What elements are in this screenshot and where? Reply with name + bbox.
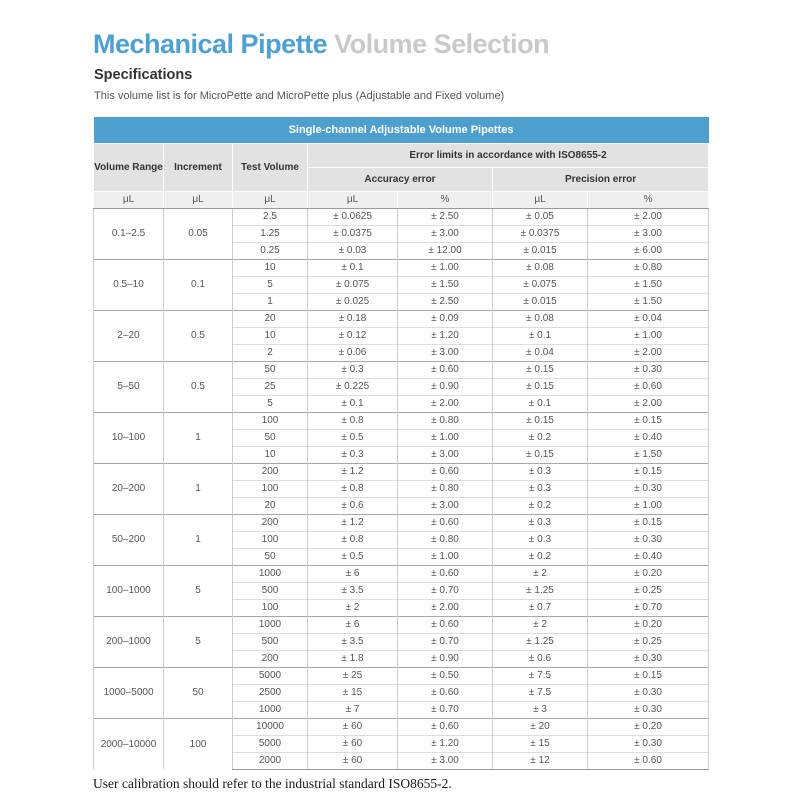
accuracy-pct-cell: ± 0.60 [398,616,493,633]
accuracy-ul-cell: ± 0.1 [308,259,398,276]
increment-cell: 0.05 [164,208,233,259]
increment-cell: 0.1 [164,259,233,310]
accuracy-pct-cell: ± 3.00 [398,225,493,242]
table-row [94,208,709,225]
precision-ul-cell: ± 0.15 [493,378,588,395]
accuracy-ul-cell: ± 0.03 [308,242,398,259]
accuracy-pct-cell: ± 1.00 [398,259,493,276]
accuracy-pct-cell: ± 2.50 [398,208,493,225]
precision-ul-cell: ± 3 [493,701,588,718]
section-title: Specifications [94,67,193,84]
test-volume-cell: 200 [233,514,308,531]
precision-ul-cell: ± 12 [493,752,588,769]
accuracy-pct-cell: ± 0.70 [398,701,493,718]
test-volume-cell: 25 [233,378,308,395]
test-volume-cell: 1.25 [233,225,308,242]
accuracy-pct-cell: ± 1.50 [398,276,493,293]
accuracy-ul-cell: ± 60 [308,752,398,769]
accuracy-pct-cell: ± 1.20 [398,327,493,344]
precision-ul-cell: ± 0.3 [493,531,588,548]
accuracy-pct-cell: ± 2.00 [398,599,493,616]
accuracy-ul-cell: ± 7 [308,701,398,718]
test-volume-cell: 100 [233,480,308,497]
test-volume-cell: 100 [233,531,308,548]
volume-range-cell: 2000–10000 [94,718,164,769]
accuracy-ul-cell: ± 0.8 [308,412,398,429]
table-row [94,565,709,582]
header-increment: Increment [164,143,233,191]
test-volume-cell: 20 [233,497,308,514]
volume-range-cell: 1000–5000 [94,667,164,718]
precision-pct-cell: ± 0.25 [588,582,709,599]
accuracy-pct-cell: ± 0.09 [398,310,493,327]
table-header [94,117,709,208]
unit-cell: μL [94,191,164,208]
precision-ul-cell: ± 0.3 [493,480,588,497]
precision-ul-cell: ± 20 [493,718,588,735]
precision-pct-cell: ± 0.40 [588,548,709,565]
units-row [94,191,709,208]
spec-table [93,117,709,770]
volume-range-cell: 20–200 [94,463,164,514]
precision-pct-cell: ± 0.70 [588,599,709,616]
precision-ul-cell: ± 7.5 [493,684,588,701]
header-volume-range: Volume Range [94,143,164,191]
test-volume-cell: 5 [233,276,308,293]
accuracy-ul-cell: ± 1.8 [308,650,398,667]
precision-pct-cell: ± 2.00 [588,344,709,361]
precision-pct-cell: ± 0.30 [588,531,709,548]
table-row [94,463,709,480]
precision-ul-cell: ± 0.015 [493,293,588,310]
increment-cell: 1 [164,463,233,514]
precision-ul-cell: ± 0.1 [493,395,588,412]
precision-pct-cell: ± 0.25 [588,633,709,650]
test-volume-cell: 100 [233,599,308,616]
accuracy-ul-cell: ± 0.5 [308,429,398,446]
accuracy-pct-cell: ± 1.20 [398,735,493,752]
accuracy-pct-cell: ± 0.70 [398,582,493,599]
accuracy-pct-cell: ± 0.90 [398,650,493,667]
precision-pct-cell: ± 1.00 [588,327,709,344]
precision-pct-cell: ± 1.50 [588,446,709,463]
accuracy-pct-cell: ± 1.00 [398,548,493,565]
precision-pct-cell: ± 1.00 [588,497,709,514]
precision-pct-cell: ± 0.80 [588,259,709,276]
precision-pct-cell: ± 1.50 [588,276,709,293]
test-volume-cell: 1 [233,293,308,310]
accuracy-pct-cell: ± 12.00 [398,242,493,259]
precision-pct-cell: ± 3.00 [588,225,709,242]
accuracy-pct-cell: ± 0.60 [398,514,493,531]
test-volume-cell: 10 [233,327,308,344]
increment-cell: 5 [164,616,233,667]
test-volume-cell: 10 [233,259,308,276]
test-volume-cell: 50 [233,361,308,378]
page-title-secondary: Volume Selection [334,29,550,59]
table-row [94,310,709,327]
precision-ul-cell: ± 0.2 [493,497,588,514]
test-volume-cell: 1000 [233,701,308,718]
accuracy-ul-cell: ± 6 [308,616,398,633]
increment-cell: 100 [164,718,233,769]
table-row [94,361,709,378]
accuracy-ul-cell: ± 2 [308,599,398,616]
accuracy-ul-cell: ± 0.6 [308,497,398,514]
test-volume-cell: 2.5 [233,208,308,225]
accuracy-pct-cell: ± 3.00 [398,752,493,769]
precision-ul-cell: ± 0.015 [493,242,588,259]
table-row [94,718,709,735]
precision-ul-cell: ± 0.15 [493,412,588,429]
increment-cell: 1 [164,412,233,463]
precision-ul-cell: ± 0.04 [493,344,588,361]
test-volume-cell: 10 [233,446,308,463]
test-volume-cell: 1000 [233,616,308,633]
accuracy-ul-cell: ± 60 [308,735,398,752]
accuracy-ul-cell: ± 0.0375 [308,225,398,242]
table-row [94,616,709,633]
increment-cell: 5 [164,565,233,616]
page-title-primary: Mechanical Pipette [93,29,328,59]
footer-note: User calibration should refer to the industrial standard ISO8655-2. [93,775,452,791]
precision-pct-cell: ± 2.00 [588,208,709,225]
precision-pct-cell: ± 0.40 [588,429,709,446]
header-accuracy-error: Accuracy error [308,167,493,191]
test-volume-cell: 2 [233,344,308,361]
precision-ul-cell: ± 2 [493,616,588,633]
increment-cell: 50 [164,667,233,718]
precision-pct-cell: ± 0.60 [588,752,709,769]
volume-range-cell: 200–1000 [94,616,164,667]
accuracy-pct-cell: ± 3.00 [398,344,493,361]
accuracy-ul-cell: ± 0.1 [308,395,398,412]
precision-pct-cell: ± 0.30 [588,361,709,378]
precision-pct-cell: ± 0.30 [588,480,709,497]
accuracy-pct-cell: ± 0.70 [398,633,493,650]
test-volume-cell: 0.25 [233,242,308,259]
accuracy-pct-cell: ± 0.90 [398,378,493,395]
accuracy-pct-cell: ± 0.80 [398,480,493,497]
unit-cell: μL [233,191,308,208]
precision-ul-cell: ± 0.15 [493,446,588,463]
increment-cell: 1 [164,514,233,565]
test-volume-cell: 200 [233,650,308,667]
accuracy-pct-cell: ± 3.00 [398,446,493,463]
accuracy-pct-cell: ± 2.50 [398,293,493,310]
precision-ul-cell: ± 1.25 [493,633,588,650]
accuracy-pct-cell: ± 0.60 [398,684,493,701]
accuracy-pct-cell: ± 0.60 [398,565,493,582]
test-volume-cell: 50 [233,429,308,446]
test-volume-cell: 100 [233,412,308,429]
accuracy-pct-cell: ± 0.60 [398,463,493,480]
table-title-band: Single-channel Adjustable Volume Pipettes [94,117,709,143]
volume-range-cell: 0.1–2.5 [94,208,164,259]
table-row [94,667,709,684]
table-row [94,514,709,531]
volume-range-cell: 5–50 [94,361,164,412]
precision-pct-cell: ± 0.15 [588,463,709,480]
precision-ul-cell: ± 0.05 [493,208,588,225]
test-volume-cell: 50 [233,548,308,565]
precision-pct-cell: ± 0.20 [588,565,709,582]
precision-ul-cell: ± 0.7 [493,599,588,616]
precision-ul-cell: ± 15 [493,735,588,752]
table-row [94,259,709,276]
precision-pct-cell: ± 0.04 [588,310,709,327]
accuracy-ul-cell: ± 6 [308,565,398,582]
precision-ul-cell: ± 0.0375 [493,225,588,242]
accuracy-ul-cell: ± 0.18 [308,310,398,327]
increment-cell: 0.5 [164,310,233,361]
accuracy-ul-cell: ± 0.225 [308,378,398,395]
accuracy-pct-cell: ± 0.80 [398,531,493,548]
test-volume-cell: 2500 [233,684,308,701]
precision-pct-cell: ± 0.15 [588,667,709,684]
unit-cell: μL [164,191,233,208]
accuracy-ul-cell: ± 0.8 [308,531,398,548]
accuracy-pct-cell: ± 2.00 [398,395,493,412]
precision-pct-cell: ± 0.20 [588,718,709,735]
accuracy-ul-cell: ± 3.5 [308,582,398,599]
accuracy-pct-cell: ± 0.80 [398,412,493,429]
accuracy-pct-cell: ± 0.60 [398,718,493,735]
precision-pct-cell: ± 6.00 [588,242,709,259]
accuracy-pct-cell: ± 0.50 [398,667,493,684]
precision-pct-cell: ± 1.50 [588,293,709,310]
precision-pct-cell: ± 0.30 [588,701,709,718]
accuracy-ul-cell: ± 1.2 [308,463,398,480]
precision-ul-cell: ± 7.5 [493,667,588,684]
accuracy-ul-cell: ± 0.5 [308,548,398,565]
increment-cell: 0.5 [164,361,233,412]
test-volume-cell: 200 [233,463,308,480]
accuracy-ul-cell: ± 60 [308,718,398,735]
precision-ul-cell: ± 0.1 [493,327,588,344]
accuracy-ul-cell: ± 3.5 [308,633,398,650]
precision-pct-cell: ± 0.20 [588,616,709,633]
accuracy-ul-cell: ± 0.8 [308,480,398,497]
test-volume-cell: 20 [233,310,308,327]
accuracy-pct-cell: ± 1.00 [398,429,493,446]
precision-ul-cell: ± 0.15 [493,361,588,378]
volume-range-cell: 10–100 [94,412,164,463]
volume-range-cell: 0.5–10 [94,259,164,310]
unit-cell: % [588,191,709,208]
unit-cell: μL [493,191,588,208]
test-volume-cell: 5 [233,395,308,412]
precision-pct-cell: ± 0.30 [588,650,709,667]
intro-text: This volume list is for MicroPette and MicroPette plus (Adjustable and Fixed volume) [94,90,505,103]
volume-range-cell: 2–20 [94,310,164,361]
precision-ul-cell: ± 1.25 [493,582,588,599]
accuracy-ul-cell: ± 0.3 [308,446,398,463]
unit-cell: % [398,191,493,208]
accuracy-ul-cell: ± 0.025 [308,293,398,310]
test-volume-cell: 1000 [233,565,308,582]
accuracy-ul-cell: ± 1.2 [308,514,398,531]
precision-ul-cell: ± 2 [493,565,588,582]
accuracy-ul-cell: ± 0.06 [308,344,398,361]
header-test-volume: Test Volume [233,143,308,191]
accuracy-ul-cell: ± 0.0625 [308,208,398,225]
test-volume-cell: 500 [233,633,308,650]
precision-ul-cell: ± 0.08 [493,310,588,327]
accuracy-ul-cell: ± 15 [308,684,398,701]
test-volume-cell: 5000 [233,667,308,684]
accuracy-ul-cell: ± 0.3 [308,361,398,378]
page-title [93,30,708,58]
table-row [94,412,709,429]
precision-ul-cell: ± 0.075 [493,276,588,293]
precision-pct-cell: ± 0.30 [588,684,709,701]
precision-ul-cell: ± 0.3 [493,463,588,480]
table-body [94,208,709,769]
precision-pct-cell: ± 0.15 [588,412,709,429]
volume-range-cell: 50–200 [94,514,164,565]
accuracy-ul-cell: ± 25 [308,667,398,684]
unit-cell: μL [308,191,398,208]
header-precision-error: Precision error [493,167,709,191]
precision-ul-cell: ± 0.2 [493,548,588,565]
precision-pct-cell: ± 0.60 [588,378,709,395]
precision-pct-cell: ± 2.00 [588,395,709,412]
header-error-limits: Error limits in accordance with ISO8655-2 [308,143,709,167]
test-volume-cell: 5000 [233,735,308,752]
volume-range-cell: 100–1000 [94,565,164,616]
precision-ul-cell: ± 0.6 [493,650,588,667]
test-volume-cell: 2000 [233,752,308,769]
precision-ul-cell: ± 0.3 [493,514,588,531]
precision-ul-cell: ± 0.08 [493,259,588,276]
accuracy-pct-cell: ± 0.60 [398,361,493,378]
accuracy-ul-cell: ± 0.12 [308,327,398,344]
accuracy-ul-cell: ± 0.075 [308,276,398,293]
accuracy-pct-cell: ± 3.00 [398,497,493,514]
test-volume-cell: 10000 [233,718,308,735]
precision-pct-cell: ± 0.30 [588,735,709,752]
test-volume-cell: 500 [233,582,308,599]
precision-pct-cell: ± 0.15 [588,514,709,531]
precision-ul-cell: ± 0.2 [493,429,588,446]
